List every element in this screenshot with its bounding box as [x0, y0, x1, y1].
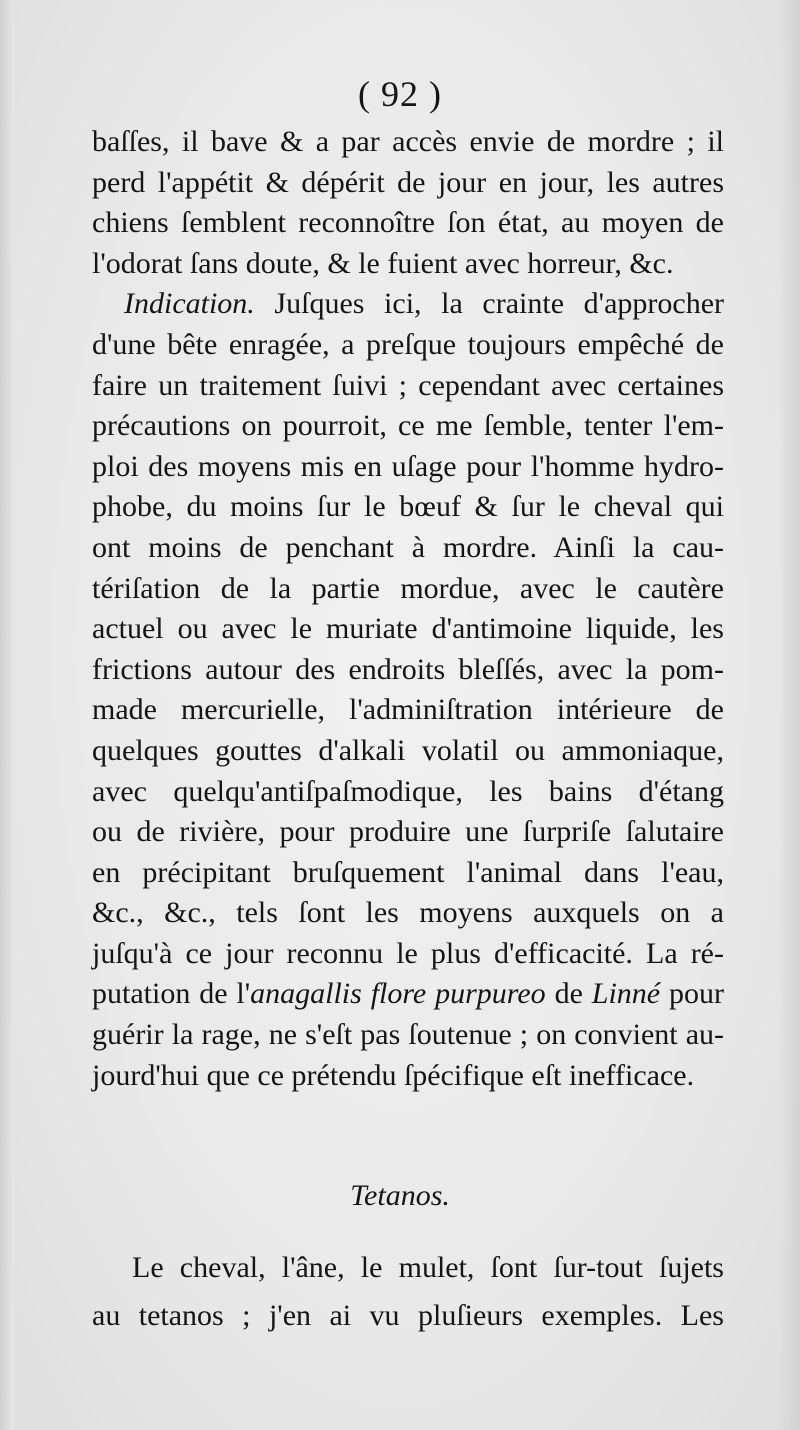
text-line: ou de rivière, pour produire une ſurpriſe ſalutaire — [92, 815, 724, 849]
text-line: l'odorat ſans doute, & le fuient avec horreur, &c. — [92, 246, 674, 280]
page-number: ( 92 ) — [358, 74, 442, 114]
text-line: juſqu'à ce jour reconnu le plus d'efficacité. La ré- — [92, 936, 724, 970]
indication-text: Juſques ici, la crainte d'approcher — [254, 287, 724, 321]
text-line: quelques gouttes d'alkali volatil ou ammoniaque, — [92, 733, 724, 767]
text-line: jourd'hui que ce prétendu ſpécifique eſt inefficace. — [92, 1058, 695, 1092]
text-line: Le cheval, l'âne, le mulet, ſont ſur-tout ſujets — [132, 1251, 724, 1284]
tetanos-text-block — [92, 1244, 724, 1340]
text-line: au tetanos ; j'en ai vu pluſieurs exemples. Les — [92, 1299, 724, 1332]
text-fragment: pour — [660, 977, 724, 1011]
text-line: phobe, du moins ſur le bœuf & ſur le cheval qui — [92, 490, 724, 524]
text-line: chiens ſemblent reconnoître ſon état, au moyen de — [92, 206, 724, 240]
indication-line — [92, 284, 724, 325]
text-fragment: putation de l' — [92, 977, 251, 1011]
text-line: ont moins de penchant à mordre. Ainſi la cau- — [92, 530, 724, 564]
text-line: d'une bête enragée, a preſque toujours empêché de — [92, 327, 724, 361]
text-line: baſſes, il bave & a par accès envie de mordre ; il — [92, 125, 724, 158]
text-line: frictions autour des endroits bleſſés, avec la pom- — [92, 652, 724, 686]
text-line: en précipitant bruſquement l'animal dans l'eau, — [92, 855, 724, 889]
text-line: made mercurielle, l'adminiſtration intérieure de — [92, 693, 724, 727]
main-text-block — [92, 122, 724, 1096]
text-line: tériſation de la partie mordue, avec le cautère — [92, 571, 724, 605]
text-line: faire un traitement ſuivi ; cependant avec certaines — [92, 368, 724, 402]
text-line: précautions on pourroit, ce me ſemble, tenter l'em- — [92, 409, 724, 443]
species-name: anagallis flore purpureo — [250, 977, 546, 1011]
text-fragment: de — [545, 977, 592, 1011]
text-line: actuel ou avec le muriate d'antimoine liquide, les — [92, 612, 724, 646]
linnaeus-line — [92, 974, 724, 1015]
author-name: Linné — [591, 977, 661, 1011]
text-line: guérir la rage, ne s'eſt pas ſoutenue ; on convient au- — [92, 1018, 724, 1052]
section-heading: Tetanos. — [350, 1179, 450, 1212]
indication-label: Indication. — [124, 287, 255, 321]
text-line: avec quelqu'antiſpaſmodique, les bains d'étang — [92, 774, 724, 808]
text-line: ploi des moyens mis en uſage pour l'homme hydro- — [92, 449, 724, 483]
text-line: perd l'appétit & dépérit de jour en jour, les autres — [92, 165, 724, 199]
text-line: &c., &c., tels ſont les moyens auxquels on a — [92, 896, 724, 930]
